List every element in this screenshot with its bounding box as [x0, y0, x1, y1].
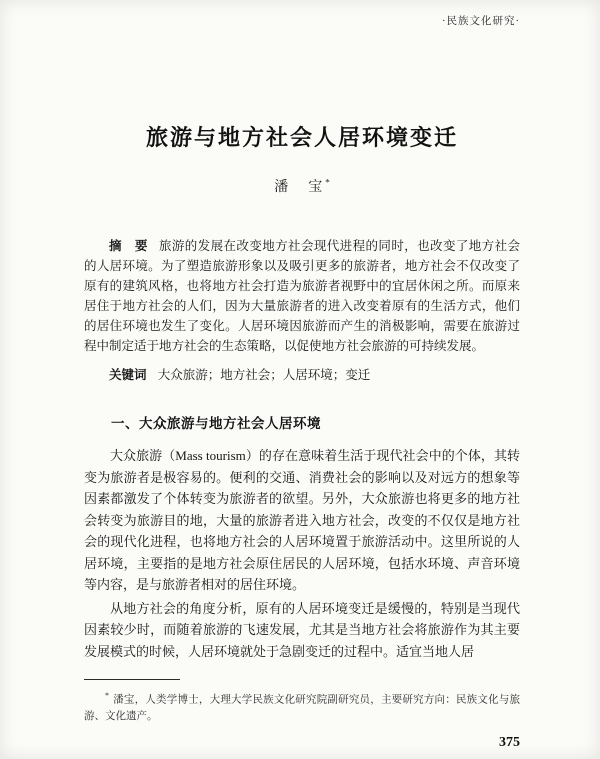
footnote-text: 潘宝，人类学博士，大理大学民族文化研究院副研究员，主要研究方向：民族文化与旅游、文化遗产。 [84, 694, 520, 722]
footnote-mark: * [105, 690, 109, 700]
paragraph-1: 大众旅游（Mass tourism）的存在意味着生活于现代社会中的个体，其转变为旅游者是极容易的。便利的交通、消费社会的影响以及对远方的想象等因素都激发了个体转变为旅游者的欲望。另外，大众旅游也将更多的地方社会转变为旅游目的地，大量的旅游者进入地方社会，改变的不仅仅是地方社会的现代化进程，也将地方社会的人居环境置于旅游活动中。这里所说的人居环境，主要指的是地方社会原住居民的人居环境，包括水环境、声音环境等内容，是与旅游者相对的居住环境。 [84, 448, 520, 592]
running-head: ·民族文化研究· [442, 16, 520, 27]
abstract-text: 旅游的发展在改变地方社会现代进程的同时，也改变了地方社会的人居环境。为了塑造旅游形象以及吸引更多的旅游者，地方社会不仅改变了原有的建筑风格，也将地方社会打造为旅游者视野中的宜居休闲之所。而原来居住于地方社会的人们，因为大量旅游者的进入改变着原有的生活方式，他们的居住环境也发生了变化。人居环境因旅游而产生的消极影响，需要在旅游过程中制定适于地方社会的生态策略，以促使地方社会旅游的可持续发展。 [84, 239, 520, 353]
section-heading: 一、大众旅游与地方社会人居环境 [111, 416, 321, 432]
keywords [84, 365, 520, 385]
author-name: 潘 宝 [274, 180, 326, 195]
abstract [84, 236, 520, 356]
author-note-mark: * [325, 177, 330, 188]
keywords-text: 大众旅游；地方社会；人居环境；变迁 [157, 368, 371, 382]
footnote-divider [84, 679, 180, 680]
author-line [84, 176, 520, 196]
abstract-label: 摘 要 [109, 239, 148, 253]
keywords-label: 关键词 [109, 368, 147, 382]
footnote-area [84, 679, 520, 726]
article-title: 旅游与地方社会人居环境变迁 [145, 126, 458, 151]
paragraph-2: 从地方社会的角度分析，原有的人居环境变迁是缓慢的，特别是当现代因素较少时，而随着旅游的飞速发展，尤其是当地方社会将旅游作为其主要发展模式的时候，人居环境就处于急剧变迁的过程中。适宜当地人居 [84, 600, 520, 659]
page-number: 375 [499, 735, 520, 750]
page-content [84, 0, 520, 662]
footnote [84, 688, 520, 726]
